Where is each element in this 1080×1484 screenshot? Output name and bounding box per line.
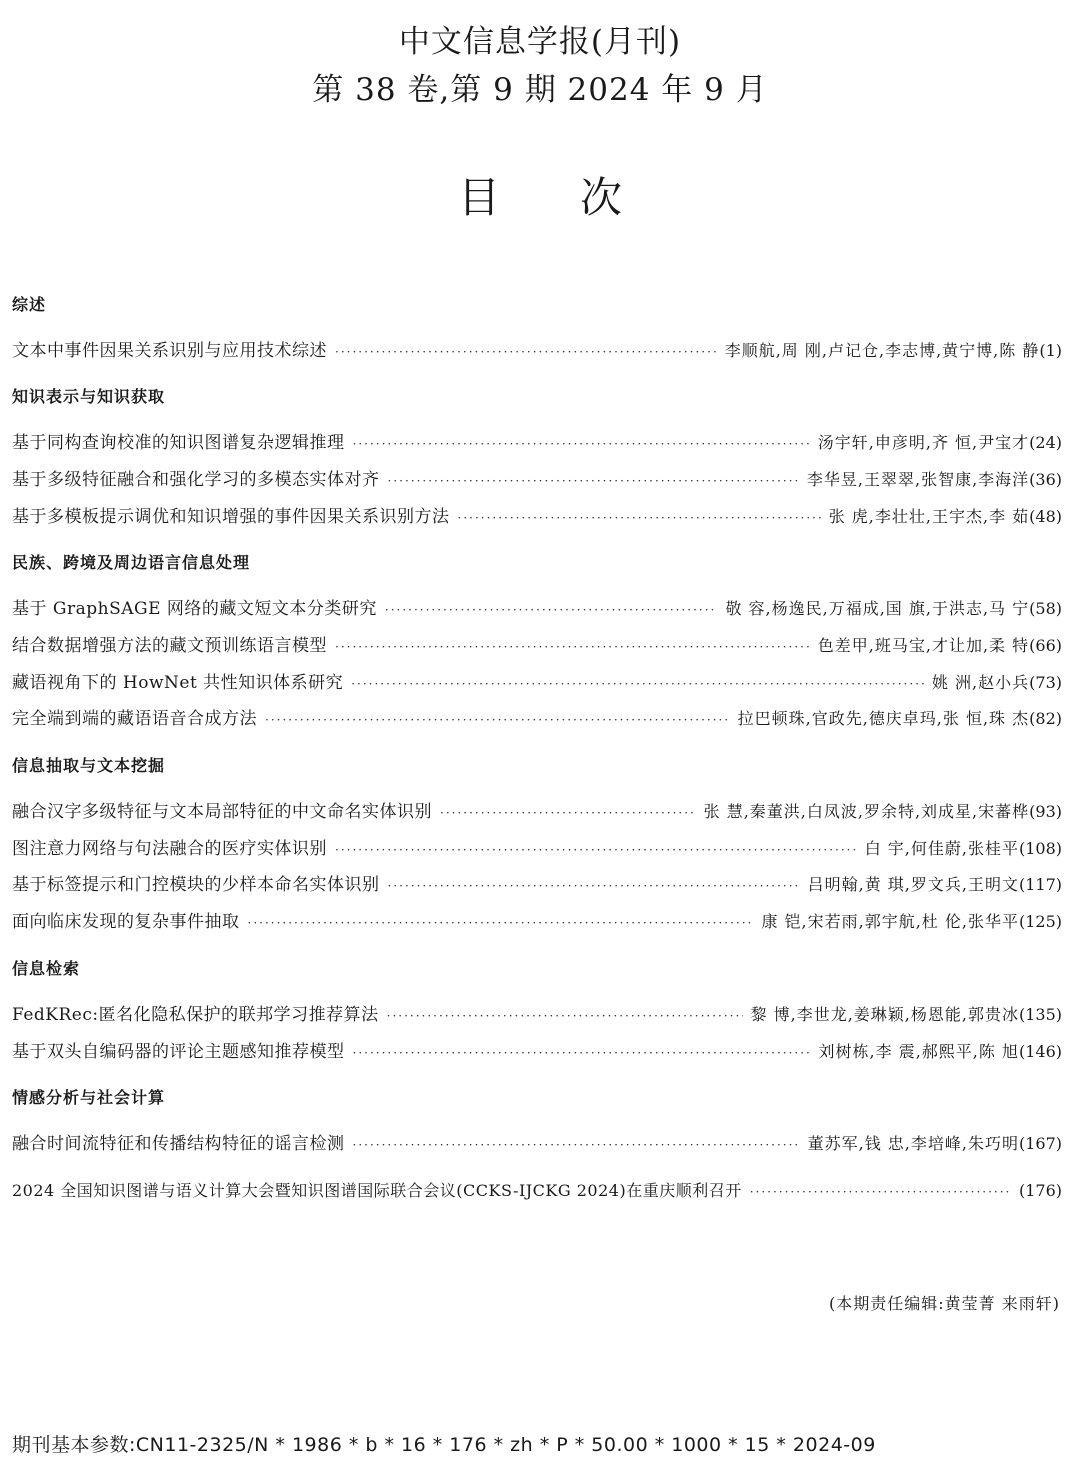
entry-authors: 敬 容,杨逸民,万福成,国 旗,于洪志,马 宁 — [725, 599, 1030, 618]
entry-page: (1) — [1039, 341, 1062, 360]
dot-leader — [353, 1041, 811, 1065]
entry-title: 结合数据增强方法的藏文预训练语言模型 — [12, 636, 327, 656]
section-title: 综述 — [12, 295, 47, 314]
dot-leader — [335, 838, 857, 862]
entry-title: 图注意力网络与句法融合的医疗实体识别 — [12, 839, 327, 859]
toc-entry[interactable] — [12, 468, 1062, 493]
entry-page: (108) — [1018, 839, 1062, 858]
entry-title: 基于多模板提示调优和知识增强的事件因果关系识别方法 — [12, 507, 450, 527]
entry-title: 基于标签提示和门控模块的少样本命名实体识别 — [12, 875, 380, 895]
entry-title: 基于 GraphSAGE 网络的藏文短文本分类研究 — [12, 599, 377, 619]
section-title: 知识表示与知识获取 — [12, 387, 166, 406]
entry-page: (24) — [1029, 433, 1062, 452]
dot-leader — [387, 1004, 743, 1028]
dot-leader — [440, 801, 696, 825]
toc-entry[interactable] — [12, 1179, 1062, 1204]
journal-title: 中文信息学报(月刊) — [398, 24, 682, 60]
toc-entry[interactable] — [12, 1132, 1062, 1157]
entry-title: 融合汉字多级特征与文本局部特征的中文命名实体识别 — [12, 802, 432, 822]
dot-leader — [388, 874, 800, 898]
entry-authors: 李顺航,周 刚,卢记仓,李志博,黄宁博,陈 静 — [724, 341, 1040, 360]
entry-title: 基于同构查询校准的知识图谱复杂逻辑推理 — [12, 433, 345, 453]
entry-title: 基于多级特征融合和强化学习的多模态实体对齐 — [12, 470, 380, 490]
entry-authors: 姚 洲,赵小兵 — [931, 673, 1030, 692]
entry-authors: 吕明翰,黄 琪,罗文兵,王明文 — [807, 875, 1019, 894]
entry-authors: 黎 博,李世龙,姜琳颖,杨恩能,郭贵冰 — [750, 1005, 1019, 1024]
toc-entry[interactable] — [12, 837, 1062, 862]
entry-title: 基于双头自编码器的评论主题感知推荐模型 — [12, 1042, 345, 1062]
toc-heading: 目次 — [457, 173, 702, 222]
entry-title: 藏语视角下的 HowNet 共性知识体系研究 — [12, 673, 344, 693]
dot-leader — [265, 708, 730, 732]
entry-page: (125) — [1018, 912, 1062, 931]
entry-page: (135) — [1018, 1005, 1062, 1024]
section-title: 民族、跨境及周边语言信息处理 — [12, 553, 251, 572]
dot-leader — [353, 432, 810, 456]
section-title: 信息抽取与文本挖掘 — [12, 756, 166, 775]
entry-authors: 刘树栋,李 震,郝熙平,陈 旭 — [818, 1042, 1019, 1061]
entry-authors: 拉巴顿珠,官政先,德庆卓玛,张 恒,珠 杰 — [737, 709, 1030, 728]
dot-leader — [353, 1133, 800, 1157]
entry-authors: 张 慧,秦董洪,白凤波,罗余特,刘成星,宋蕃桦 — [703, 802, 1030, 821]
entry-page: (48) — [1029, 507, 1062, 526]
toc-entry[interactable] — [12, 873, 1062, 898]
toc-entry[interactable] — [12, 800, 1062, 825]
dot-leader — [335, 635, 810, 659]
toc-entry[interactable] — [12, 634, 1062, 659]
toc-entry[interactable] — [12, 707, 1062, 732]
journal-parameters: 期刊基本参数:CN11-2325/N * 1986 * b * 16 * 176 * zh * P * 50.00 * 1000 * 15 * 2024-09 — [12, 1434, 876, 1456]
toc-entry[interactable] — [12, 339, 1062, 364]
toc-entry[interactable] — [12, 1040, 1062, 1065]
toc-entry[interactable] — [12, 505, 1062, 530]
toc-entry[interactable] — [12, 1003, 1062, 1028]
entry-authors: 董苏军,钱 忠,李培峰,朱巧明 — [807, 1134, 1019, 1153]
entry-authors: 张 虎,李壮壮,王宇杰,李 茹 — [828, 507, 1030, 526]
entry-title: 面向临床发现的复杂事件抽取 — [12, 912, 240, 932]
entry-authors: 康 铠,宋若雨,郭宇航,杜 伦,张华平 — [761, 912, 1019, 931]
responsible-editors: (本期责任编辑:黄莹菁 来雨轩) — [829, 1294, 1060, 1313]
entry-title: 2024 全国知识图谱与语义计算大会暨知识图谱国际联合会议(CCKS-IJCKG 2024)在重庆顺利召开 — [12, 1181, 742, 1200]
entry-authors: 汤宇轩,申彦明,齐 恒,尹宝才 — [817, 433, 1030, 452]
section-title: 信息检索 — [12, 959, 81, 978]
toc-entry[interactable] — [12, 671, 1062, 696]
entry-page: (66) — [1029, 636, 1062, 655]
entry-page: (73) — [1029, 673, 1062, 692]
dot-leader — [388, 469, 799, 493]
entry-page: (93) — [1029, 802, 1062, 821]
dot-leader — [351, 672, 924, 696]
entry-title: 文本中事件因果关系识别与应用技术综述 — [12, 341, 327, 361]
issue-line: 第 38 卷,第 9 期 2024 年 9 月 — [312, 72, 768, 108]
entry-page: (167) — [1018, 1134, 1062, 1153]
dot-leader — [385, 598, 718, 622]
toc-entry[interactable] — [12, 431, 1062, 456]
entry-page: (117) — [1018, 875, 1062, 894]
entry-authors: 白 宇,何佳蔚,张桂平 — [864, 839, 1019, 858]
entry-title: 完全端到端的藏语语音合成方法 — [12, 709, 257, 729]
entry-title: 融合时间流特征和传播结构特征的谣言检测 — [12, 1134, 345, 1154]
dot-leader — [458, 506, 821, 530]
dot-leader — [750, 1180, 1011, 1204]
section-title: 情感分析与社会计算 — [12, 1088, 166, 1107]
entry-page: (58) — [1029, 599, 1062, 618]
entry-authors: 李华昱,王翠翠,张智康,李海洋 — [806, 470, 1030, 489]
entry-authors: 色差甲,班马宝,才让加,柔 特 — [817, 636, 1030, 655]
entry-page: (82) — [1029, 709, 1062, 728]
entry-page: (176) — [1018, 1181, 1062, 1200]
entry-title: FedKRec:匿名化隐私保护的联邦学习推荐算法 — [12, 1005, 379, 1025]
toc-entry[interactable] — [12, 597, 1062, 622]
dot-leader — [248, 911, 754, 935]
entry-page: (36) — [1029, 470, 1062, 489]
entry-page: (146) — [1018, 1042, 1062, 1061]
toc-entry[interactable] — [12, 910, 1062, 935]
dot-leader — [335, 340, 717, 364]
